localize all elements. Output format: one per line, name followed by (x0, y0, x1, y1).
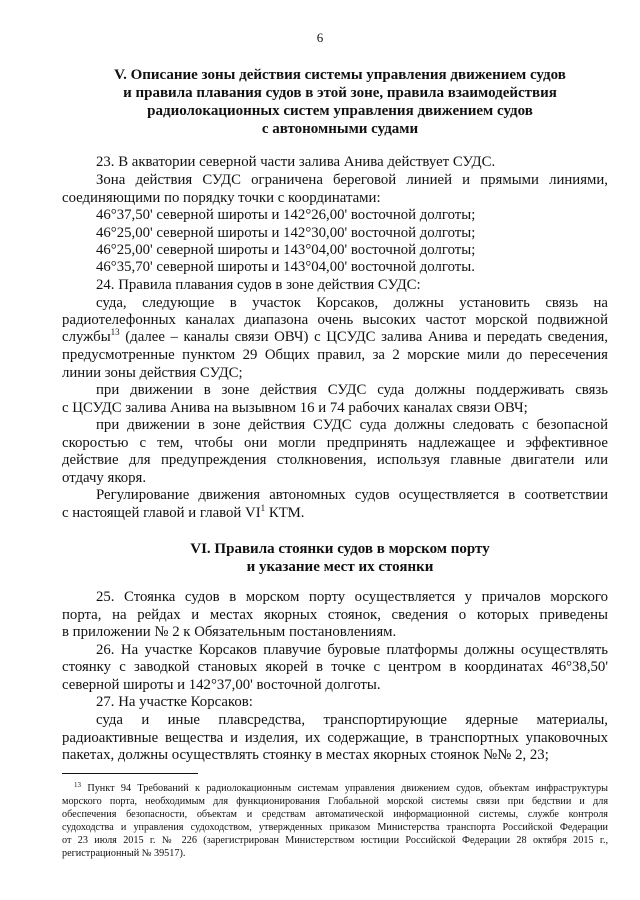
item-26-cont: северной широты и 142°37,00' восточной долготы. (62, 677, 381, 693)
coordinate-line: 46°37,50' северной широты и 142°26,00' восточной долготы; (96, 207, 476, 223)
coordinate-line: 46°25,00' северной широты и 143°04,00' восточной долготы; (96, 242, 476, 258)
section-5-heading (80, 66, 600, 138)
page-number: 6 (316, 30, 324, 45)
section-5-heading-line: V. Описание зоны действия системы управления движением судов (114, 67, 566, 83)
item-24-autonomous: Регулирование движения автономных судов осуществляется в соответствии (96, 487, 608, 503)
coordinate-line: 46°35,70' северной широты и 143°04,00' восточной долготы. (96, 259, 475, 275)
footnote-separator (62, 773, 198, 774)
item-26-cont: стоянку с заводкой становых якорей в точке с центром в координатах 46°38,50' (62, 659, 608, 675)
item-27: 27. На участке Корсаков: (96, 694, 253, 710)
item-24-rule-1-cont: линии зоны действия СУДС; (62, 365, 243, 381)
footnote-reference: 13 (110, 327, 120, 337)
coordinate-line: 46°25,00' северной широты и 142°30,00' восточной долготы; (96, 225, 476, 241)
item-27-rule-cont: пакетах, должны осуществлять стоянку в местах якорных стоянок №№ 2, 23; (62, 747, 549, 763)
item-24-rule-1-cont: радиотелефонных каналах диапазона очень высоких частот морской подвижной (62, 312, 608, 328)
item-25: 25. Стоянка судов в морском порту осуществляется у причалов морского (96, 589, 608, 605)
footnote-line: регистрационный № 39517). (62, 848, 186, 859)
section-6-heading-line: и указание мест их стоянки (246, 559, 434, 575)
section-5-heading-line: радиолокационных систем управления движением судов (147, 103, 533, 119)
item-27-rule-cont: радиоактивные вещества и изделия, их содержащие, в транспортных упаковочных (62, 730, 608, 746)
item-23-zone-text: Зона действия СУДС ограничена береговой линией и прямыми линиями, (96, 172, 608, 188)
item-26: 26. На участке Корсаков плавучие буровые платформы должны осуществлять (96, 642, 608, 658)
section-5-heading-line: с автономными судами (261, 121, 419, 137)
item-24-rule-3: при движении в зоне действия СУДС суда должны следовать с безопасной (96, 417, 608, 433)
footnote-line: обеспечения безопасности, объектам и средствам автоматической информационной системы, службе контроля (62, 809, 608, 820)
footnote-line: $^{13}$ Пункт 94 Требований к радиолокационным системам управления движением судов, объектам инфраструктуры (74, 781, 608, 794)
item-25-cont: порта, на рейдах и местах якорных стоянок, сведения о которых приведены (62, 607, 608, 623)
item-23-zone-text-cont: соединяющими по порядку точки с координатами: (62, 190, 381, 206)
footnote-line: судоходства и управления судоходством, утвержденных приказом Министерства транспорта Российской Федерации (62, 822, 608, 833)
item-24-rule-2-cont: с ЦСУДС залива Анива на вызывном 16 и 74 рабочих каналах связи ОВЧ; (62, 400, 528, 416)
footnote-line: морского порта, необходимым для функционирования Глобальной морской системы связи при бедствии и для (62, 796, 608, 807)
item-24-rule-3-cont: скоростью с тем, чтобы они могли предпринять надлежащее и эффективное (62, 435, 608, 451)
footnote-marker: 13 (74, 781, 81, 789)
item-25-cont: в приложении № 2 к Обязательным постановлениям. (62, 624, 397, 640)
section-5-heading-line: и правила плавания судов в этой зоне, правила взаимодействия (123, 85, 557, 101)
item-24-intro: 24. Правила плавания судов в зоне действия СУДС: (96, 277, 421, 293)
item-24-rule-1: суда, следующие в участок Корсаков, должны установить связь на (96, 295, 608, 311)
footnote-line: от 23 июля 2015 г. № 226 (зарегистрирован Министерством юстиции Российской Федерации 28 октября 2015 г., (62, 835, 608, 846)
item-27-rule: суда и иные плавсредства, транспортирующие ядерные материалы, (96, 712, 608, 728)
item-23-intro: 23. В акватории северной части залива Анива действует СУДС. (96, 154, 496, 170)
superscript-mark: 1 (260, 503, 266, 513)
item-24-rule-3-cont: отдачу якоря. (62, 470, 147, 486)
section-6-heading (80, 540, 600, 576)
item-24-rule-2: при движении в зоне действия СУДС суда должны поддерживать связь (96, 382, 608, 398)
item-24-rule-3-cont: действие для предупреждения столкновения, используя главные двигатели или (62, 452, 608, 468)
section-6-heading-line: VI. Правила стоянки судов в морском порту (190, 541, 490, 557)
item-24-autonomous-cont: с настоящей главой и главой $VI^1$ КТМ. (62, 503, 305, 521)
item-24-rule-1-cont: службы$^{13}$ (далее – каналы связи ОВЧ) с ЦСУДС залива Анива и передать сведения, (62, 327, 608, 345)
item-24-rule-1-cont: предусмотренные пунктом 29 Общих правил, за 2 морские мили до пересечения (62, 347, 608, 363)
